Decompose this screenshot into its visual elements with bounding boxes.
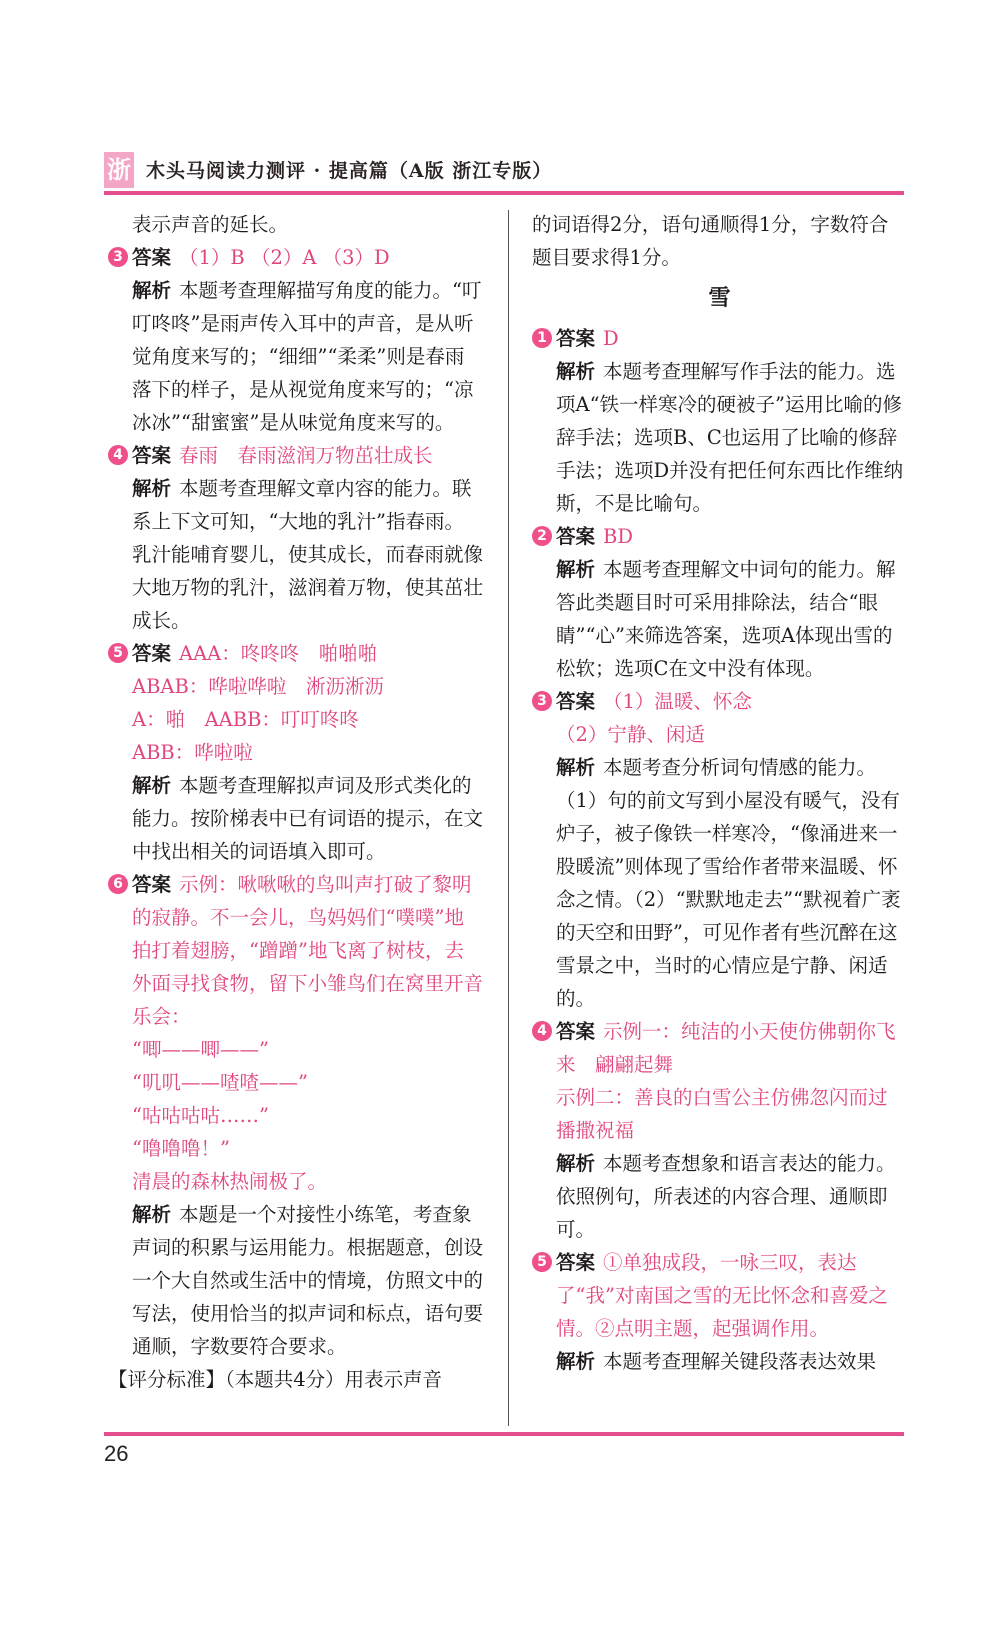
analysis-text: 本题考查理解关键段落表达效果 bbox=[603, 1350, 877, 1373]
analysis-label: 解析 bbox=[132, 279, 172, 302]
question-number-badge: 5 bbox=[108, 643, 128, 663]
analysis-block bbox=[532, 355, 907, 520]
answer-text: ABB：哗啦啦 bbox=[132, 741, 253, 764]
analysis-text: 本题考查想象和语言表达的能力。依照例句，所表述的内容合理、通顺即可。 bbox=[556, 1152, 896, 1241]
analysis-text: 本题考查理解拟声词及形式类化的能力。按阶梯表中已有词语的提示，在文中找出相关的词语填入即可。 bbox=[132, 774, 484, 863]
continued-text: 表示声音的延长。 bbox=[132, 213, 289, 236]
answer-text: 示例二：善良的白雪公主仿佛忽闪而过 播撒祝福 bbox=[556, 1086, 908, 1142]
question-4 bbox=[532, 1015, 907, 1081]
book-title: 木头马阅读力测评 · 提高篇（A版 浙江专版） bbox=[146, 160, 553, 182]
right-column bbox=[532, 208, 907, 1378]
header-rule bbox=[104, 191, 904, 195]
page-number: 26 bbox=[104, 1441, 129, 1466]
answer-text: AAA：咚咚咚 啪啪啪 bbox=[179, 642, 378, 665]
analysis-block bbox=[532, 553, 907, 685]
analysis-label: 解析 bbox=[556, 1152, 596, 1175]
answer-label: 答案 bbox=[132, 444, 172, 467]
analysis-block bbox=[108, 769, 483, 868]
answer-label: 答案 bbox=[556, 690, 596, 713]
question-number-badge: 2 bbox=[532, 526, 552, 546]
analysis-text: 本题考查理解写作手法的能力。选项A“铁一样寒冷的硬被子”运用比喻的修辞手法；选项B、C也运用了比喻的修辞手法；选项D并没有把任何东西比作维纳斯，不是比喻句。 bbox=[556, 360, 904, 515]
answer-text: D bbox=[603, 327, 619, 350]
scoring-standard: 【评分标准】（本题共4分）用表示声音 bbox=[108, 1368, 443, 1391]
answer-label: 答案 bbox=[132, 873, 172, 896]
analysis-block bbox=[532, 1147, 907, 1246]
question-5 bbox=[108, 637, 483, 670]
analysis-text: 本题考查理解文章内容的能力。联系上下文可知，“大地的乳汁”指春雨。乳汁能哺育婴儿，使其成长，而春雨就像大地万物的乳汁，滋润着万物，使其茁壮成长。 bbox=[132, 477, 484, 632]
question-5 bbox=[532, 1246, 907, 1345]
analysis-label: 解析 bbox=[556, 756, 596, 779]
question-3 bbox=[108, 241, 483, 274]
answer-label: 答案 bbox=[556, 1251, 596, 1274]
answer-text: 示例：啾啾啾的鸟叫声打破了黎明的寂静。不一会儿，鸟妈妈们“噗噗”地拍打着翅膀，“蹭蹭”地飞离了树枝，去外面寻找食物，留下小雏鸟们在窝里开音乐会： bbox=[132, 873, 484, 1028]
analysis-block bbox=[532, 751, 907, 1015]
column-divider bbox=[508, 210, 509, 1426]
answer-text: （1）B （2）A （3）D bbox=[179, 246, 390, 269]
answer-text: ABAB：哗啦哗啦 淅沥淅沥 bbox=[132, 675, 384, 698]
answer-text: 春雨 春雨滋润万物茁壮成长 bbox=[179, 444, 433, 467]
analysis-text: 本题是一个对接性小练笔，考查象声词的积累与运用能力。根据题意，创设一个大自然或生活中的情境，仿照文中的写法，使用恰当的拟声词和标点，语句要通顺，字数要符合要求。 bbox=[132, 1203, 484, 1358]
question-number-badge: 5 bbox=[532, 1252, 552, 1272]
question-6 bbox=[108, 868, 483, 1033]
sound-line: “噜噜噜！” bbox=[132, 1137, 230, 1160]
question-1 bbox=[532, 322, 907, 355]
sound-line: “咕咕咕咕……” bbox=[132, 1104, 269, 1127]
answer-text: 清晨的森林热闹极了。 bbox=[132, 1170, 328, 1193]
question-number-badge: 3 bbox=[108, 247, 128, 267]
section-title: 雪 bbox=[708, 285, 731, 311]
answer-label: 答案 bbox=[132, 642, 172, 665]
analysis-text: 本题考查理解描写角度的能力。“叮叮咚咚”是雨声传入耳中的声音，是从听觉角度来写的；“细细”“柔柔”则是春雨落下的样子，是从视觉角度来写的；“凉冰冰”“甜蜜蜜”是从味觉角度来写的。 bbox=[132, 279, 482, 434]
analysis-label: 解析 bbox=[556, 558, 596, 581]
answer-text: A：啪 AABB：叮叮咚咚 bbox=[132, 708, 359, 731]
province-tab: 浙 bbox=[104, 152, 134, 188]
analysis-block bbox=[108, 1198, 483, 1363]
analysis-label: 解析 bbox=[556, 360, 596, 383]
question-number-badge: 3 bbox=[532, 691, 552, 711]
answer-label: 答案 bbox=[132, 246, 172, 269]
answer-text: 示例一：纯洁的小天使仿佛朝你飞来 翩翩起舞 bbox=[556, 1020, 896, 1076]
analysis-text: 本题考查分析词句情感的能力。（1）句的前文写到小屋没有暖气，没有炉子，被子像铁一样寒冷，“像涌进来一股暖流”则体现了雪给作者带来温暖、怀念之情。（2）“默默地走去”“默视着广袤的天空和田野”，可见作者有些沉醉在这雪景之中，当时的心情应是宁静、闲适的。 bbox=[556, 756, 901, 1010]
answer-label: 答案 bbox=[556, 327, 596, 350]
left-column bbox=[108, 208, 483, 1396]
analysis-label: 解析 bbox=[132, 477, 172, 500]
question-number-badge: 1 bbox=[532, 328, 552, 348]
question-3 bbox=[532, 685, 907, 718]
question-4 bbox=[108, 439, 483, 472]
footer-rule bbox=[104, 1432, 904, 1436]
answer-text: BD bbox=[603, 525, 633, 548]
analysis-block bbox=[108, 274, 483, 439]
answer-text: （1）温暖、怀念 bbox=[603, 690, 752, 713]
question-number-badge: 4 bbox=[532, 1021, 552, 1041]
analysis-label: 解析 bbox=[132, 1203, 172, 1226]
sound-line: “唧——唧——” bbox=[132, 1038, 269, 1061]
continued-text: 的词语得2分，语句通顺得1分，字数符合题目要求得1分。 bbox=[532, 213, 889, 269]
sound-line: “叽叽——喳喳——” bbox=[132, 1071, 308, 1094]
answer-text: （2）宁静、闲适 bbox=[556, 723, 705, 746]
question-2 bbox=[532, 520, 907, 553]
analysis-label: 解析 bbox=[132, 774, 172, 797]
analysis-label: 解析 bbox=[556, 1350, 596, 1373]
analysis-block bbox=[532, 1345, 907, 1378]
question-number-badge: 4 bbox=[108, 445, 128, 465]
question-number-badge: 6 bbox=[108, 874, 128, 894]
analysis-block bbox=[108, 472, 483, 637]
answer-label: 答案 bbox=[556, 1020, 596, 1043]
analysis-text: 本题考查理解文中词句的能力。解答此类题目时可采用排除法，结合“眼睛”“心”来筛选答案，选项A体现出雪的松软；选项C在文中没有体现。 bbox=[556, 558, 896, 680]
answer-label: 答案 bbox=[556, 525, 596, 548]
answer-text: ①单独成段，一咏三叹，表达了“我”对南国之雪的无比怀念和喜爱之情。②点明主题，起强调作用。 bbox=[556, 1251, 888, 1340]
page-header bbox=[104, 152, 904, 190]
